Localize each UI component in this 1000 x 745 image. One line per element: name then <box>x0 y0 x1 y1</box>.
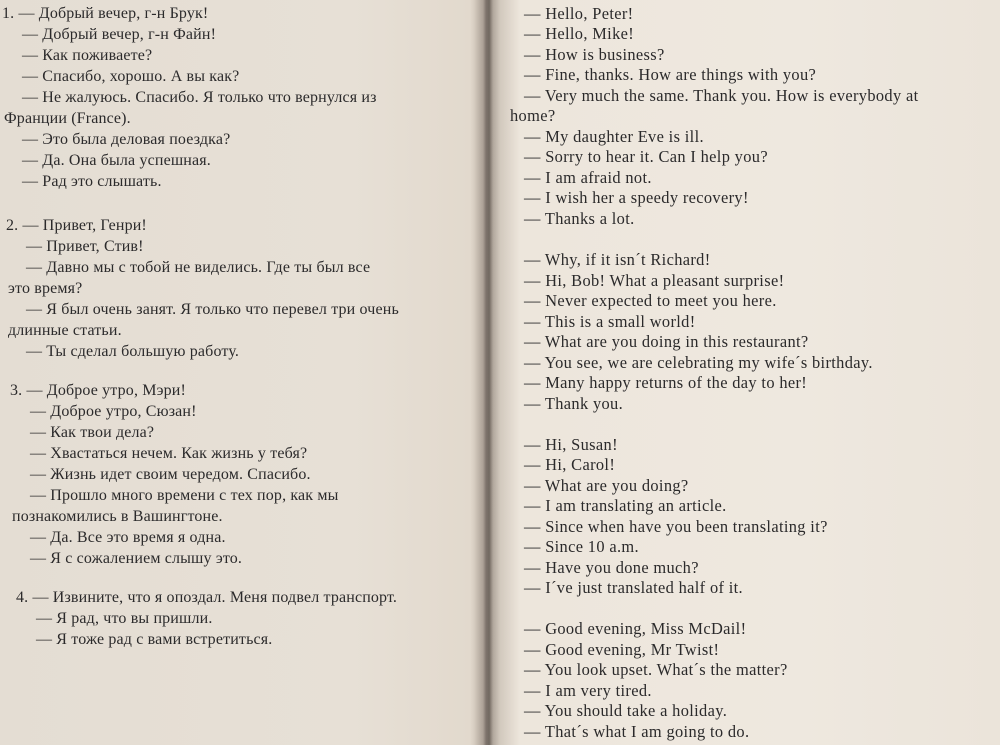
text-line: — Good evening, Mr Twist! <box>524 640 720 659</box>
text-line: — Since when have you been translating it? <box>524 517 828 536</box>
text-line: — Как твои дела? <box>30 424 155 441</box>
text-line: — Sorry to hear it. Can I help you? <box>524 147 768 166</box>
text-line: — Have you done much? <box>524 558 699 577</box>
text-line: — Thank you. <box>524 394 624 413</box>
text-line: — Я с сожалением слышу это. <box>30 550 243 567</box>
text-line: — Да. Она была успешная. <box>22 152 211 169</box>
text-line: — Привет, Стив! <box>26 238 144 255</box>
text-line: длинные статьи. <box>8 322 122 339</box>
text-line: — Спасибо, хорошо. А вы как? <box>22 68 240 85</box>
text-line: Франции (France). <box>4 110 131 127</box>
text-line: — Не жалуюсь. Спасибо. Я только что вернулся из <box>22 89 377 106</box>
text-line: — I wish her a speedy recovery! <box>524 188 749 207</box>
text-line: — Добрый вечер, г-н Файн! <box>22 26 217 43</box>
text-line: — You look upset. What´s the matter? <box>524 660 788 679</box>
left-page <box>0 0 482 745</box>
text-line: — Я рад, что вы пришли. <box>36 610 213 627</box>
text-line: — Хвастаться нечем. Как жизнь у тебя? <box>30 445 308 462</box>
text-line: — Many happy returns of the day to her! <box>524 373 808 392</box>
text-line: — How is business? <box>524 45 665 64</box>
text-line: — I am afraid not. <box>524 168 652 187</box>
text-line: — Hi, Bob! What a pleasant surprise! <box>524 271 785 290</box>
text-line: — Since 10 a.m. <box>524 537 639 556</box>
text-line: 2. — Привет, Генри! <box>6 217 147 234</box>
text-line: — My daughter Eve is ill. <box>524 127 704 146</box>
text-line: — Very much the same. Thank you. How is everybody at <box>524 86 919 105</box>
text-line: — I am very tired. <box>524 681 652 700</box>
text-line: — I am translating an article. <box>524 496 727 515</box>
text-line: — Never expected to meet you here. <box>524 291 777 310</box>
text-line: 1. — Добрый вечер, г-н Брук! <box>2 5 209 22</box>
text-line: это время? <box>8 280 83 297</box>
right-page <box>492 0 1000 745</box>
text-line: — Why, if it isn´t Richard! <box>524 250 711 269</box>
text-line: — Thanks a lot. <box>524 209 635 228</box>
text-line: — What are you doing? <box>524 476 689 495</box>
text-line: — Прошло много времени с тех пор, как мы <box>30 487 339 504</box>
text-line: — Ты сделал большую работу. <box>26 343 240 360</box>
text-line: — Я был очень занят. Я только что перевел три очень <box>26 301 399 318</box>
text-line: — Hi, Susan! <box>524 435 618 454</box>
text-line: — You see, we are celebrating my wife´s birthday. <box>524 353 873 372</box>
text-line: познакомились в Вашингтоне. <box>12 508 223 525</box>
text-line: home? <box>510 106 556 125</box>
text-line: — Жизнь идет своим чередом. Спасибо. <box>30 466 311 483</box>
text-line: — Это была деловая поездка? <box>22 131 231 148</box>
text-line: — Да. Все это время я одна. <box>30 529 226 546</box>
text-line: — You should take a holiday. <box>524 701 728 720</box>
text-line: — Good evening, Miss McDail! <box>524 619 747 638</box>
text-line: — I´ve just translated half of it. <box>524 578 743 597</box>
text-line: — Давно мы с тобой не виделись. Где ты был все <box>26 259 371 276</box>
text-line: — Hello, Mike! <box>524 24 635 43</box>
text-line: — Рад это слышать. <box>22 173 162 190</box>
text-line: — Hi, Carol! <box>524 455 616 474</box>
text-line: — Fine, thanks. How are things with you? <box>524 65 817 84</box>
text-line: 4. — Извините, что я опоздал. Меня подвел транспорт. <box>16 589 398 606</box>
text-line: — Я тоже рад с вами встретиться. <box>36 631 273 648</box>
text-line: 3. — Доброе утро, Мэри! <box>10 382 186 399</box>
text-line: — Как поживаете? <box>22 47 153 64</box>
text-line: — Hello, Peter! <box>524 4 634 23</box>
text-line: — That´s what I am going to do. <box>524 722 750 741</box>
text-line: — Доброе утро, Сюзан! <box>30 403 197 420</box>
text-line: — What are you doing in this restaurant? <box>524 332 809 351</box>
text-line: — This is a small world! <box>524 312 696 331</box>
